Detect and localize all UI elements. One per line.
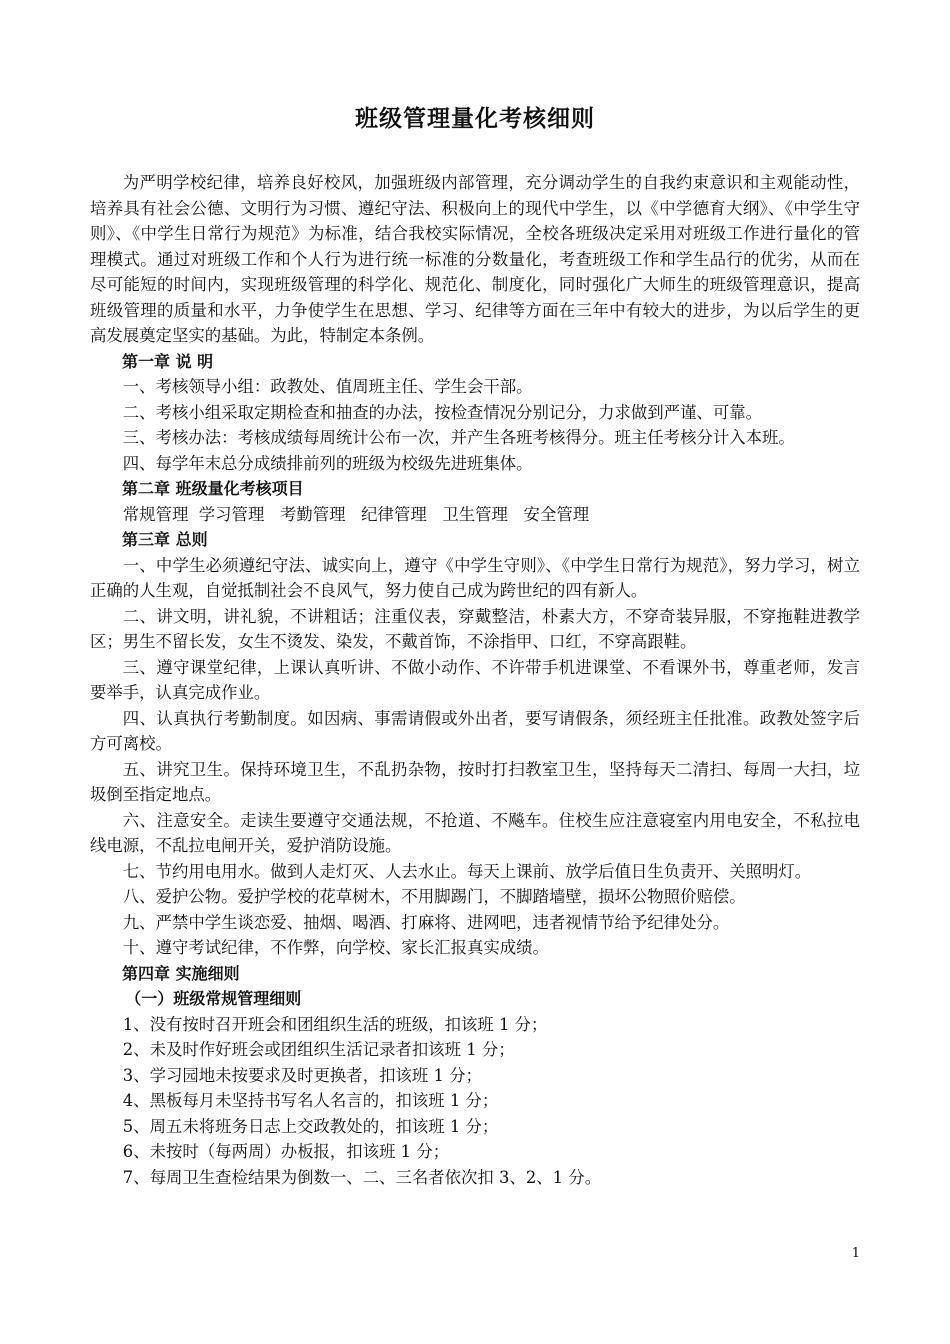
chapter-heading: 第三章 总则 <box>122 530 208 549</box>
intro-paragraph: 为严明学校纪律，培养良好校风，加强班级内部管理，充分调动学生的自我约束意识和主观能动性，培养具有社会公德、文明行为习惯、遵纪守法、积极向上的现代中学生，以《中学德育大纲》、《中学生守则》、《中学生日常行为规范》为标准，结合我校实际情况，全校各班级决定采用对班级工作进行量化的管理模式。通过对班级工作和个人行为进行统一标准的分数量化，考查班级工作和学生品行的优劣，从而在尽可能短的时间内，实现班级管理的科学化、规范化、制度化，同时强化广大师生的班级管理意识，提高班级管理的质量和水平，力争使学生在思想、学习、纪律等方面在三年中有较大的进步，为以后学生的更高发展奠定坚实的基础。为此，特制定本条例。 <box>90 173 860 345</box>
body-paragraph: 七、节约用电用水。做到人走灯灭、人去水止。每天上课前、放学后值日生负责开、关照明灯。 <box>122 861 812 881</box>
rule-item: 2、未及时作好班会或团组织生活记录者扣该班 1 分； <box>122 1040 515 1059</box>
page-number: 1 <box>851 1246 860 1261</box>
body-paragraph: 四、每学年末总分成绩排前列的班级为校级先进班集体。 <box>122 453 533 473</box>
chapter-heading: 第一章 说 明 <box>122 351 214 371</box>
body-paragraph: 常规管理 学习管理 考勤管理 纪律管理 卫生管理 安全管理 <box>122 504 590 524</box>
body-paragraph: 二、讲文明，讲礼貌，不讲粗话；注重仪表，穿戴整洁，朴素大方，不穿奇装异服，不穿拖鞋进教学区；男生不留长发，女生不烫发、染发，不戴首饰，不涂指甲、口红，不穿高跟鞋。 <box>90 606 860 651</box>
body-paragraph: 四、认真执行考勤制度。如因病、事需请假或外出者，要写请假条，须经班主任批准。政教处签字后方可离校。 <box>90 708 860 753</box>
section-heading: （一）班级常规管理细则 <box>125 989 302 1008</box>
body-paragraph: 一、考核领导小组：政教处、值周班主任、学生会干部。 <box>122 377 533 396</box>
body-paragraph: 八、爱护公物。爱护学校的花草树木，不用脚踢门，不脚踏墙壁，损坏公物照价赔偿。 <box>122 887 746 906</box>
body-paragraph: 五、讲究卫生。保持环境卫生，不乱扔杂物，按时打扫教室卫生，坚持每天二清扫、每周一大扫，垃圾倒至指定地点。 <box>90 759 860 804</box>
rule-item: 7、每周卫生查检结果为倒数一、二、三名者依次扣 3、2、1 分。 <box>122 1167 602 1187</box>
body-paragraph: 六、注意安全。走读生要遵守交通法规，不抢道、不飚车。住校生应注意寝室内用电安全，不私拉电线电源，不乱拉电闸开关，爱护消防设施。 <box>90 810 860 855</box>
chapter-heading: 第二章 班级量化考核项目 <box>122 479 304 498</box>
rule-item: 3、学习园地未按要求及时更换者，扣该班 1 分； <box>122 1065 482 1085</box>
document-title: 班级管理量化考核细则 <box>355 106 595 132</box>
body-paragraph: 九、严禁中学生谈恋爱、抽烟、喝酒、打麻将、进网吧，违者视情节给予纪律处分。 <box>122 912 730 932</box>
body-paragraph: 三、考核办法：考核成绩每周统计公布一次，并产生各班考核得分。班主任考核分计入本班。 <box>122 428 795 447</box>
body-paragraph: 三、遵守课堂纪律，上课认真听讲、不做小动作、不许带手机进课堂、不看课外书，尊重老师，发言要举手，认真完成作业。 <box>90 657 860 702</box>
document-body <box>90 170 860 1190</box>
rule-item: 1、没有按时召开班会和团组织生活的班级，扣该班 1 分； <box>122 1014 548 1034</box>
body-paragraph: 一、中学生必须遵纪守法、诚实向上，遵守《中学生守则》、《中学生日常行为规范》，努力学习，树立正确的人生观，自觉抵制社会不良风气，努力使自己成为跨世纪的四有新人。 <box>90 555 860 600</box>
rule-item: 6、未按时（每两周）办板报，扣该班 1 分； <box>122 1142 450 1161</box>
chapter-heading: 第四章 实施细则 <box>122 963 240 983</box>
body-paragraph: 十、遵守考试纪律，不作弊，向学校、家长汇报真实成绩。 <box>122 938 549 957</box>
body-paragraph: 二、考核小组采取定期检查和抽查的办法，按检查情况分别记分，力求做到严谨、可靠。 <box>122 402 763 422</box>
rule-item: 4、黑板每月未坚持书写名人名言的，扣该班 1 分； <box>122 1091 499 1110</box>
rule-item: 5、周五未将班务日志上交政教处的，扣该班 1 分； <box>122 1116 499 1136</box>
